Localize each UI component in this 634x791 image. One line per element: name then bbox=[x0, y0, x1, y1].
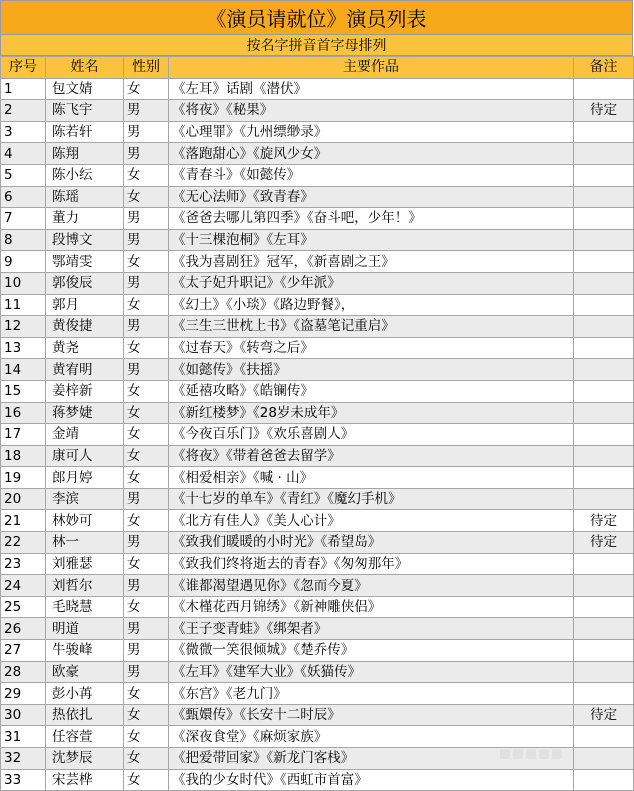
cell-works[interactable]: 《我为喜剧狂》冠军，《新喜剧之王》 bbox=[169, 251, 574, 273]
cell-index[interactable]: 19 bbox=[1, 467, 46, 489]
cell-name[interactable]: 彭小苒 bbox=[46, 683, 124, 705]
cell-note[interactable] bbox=[574, 208, 634, 230]
cell-works[interactable]: 《如懿传》《扶摇》 bbox=[169, 359, 574, 381]
table-row bbox=[1, 467, 634, 489]
table-row bbox=[1, 337, 634, 359]
table-row bbox=[1, 272, 634, 294]
header-gender[interactable]: 性别 bbox=[124, 57, 169, 79]
cell-index[interactable]: 14 bbox=[1, 359, 46, 381]
table-row bbox=[1, 769, 634, 791]
cell-works[interactable]: 《我的少女时代》《西虹市首富》 bbox=[169, 769, 574, 791]
cell-index[interactable]: 26 bbox=[1, 618, 46, 640]
cell-index[interactable]: 30 bbox=[1, 704, 46, 726]
cell-note[interactable] bbox=[574, 316, 634, 338]
cell-note[interactable] bbox=[574, 553, 634, 575]
table-row bbox=[1, 575, 634, 597]
cell-gender[interactable]: 男 bbox=[124, 661, 169, 683]
header-index[interactable]: 序号 bbox=[1, 57, 46, 79]
cell-index[interactable]: 29 bbox=[1, 683, 46, 705]
table-body bbox=[1, 78, 634, 791]
cell-gender[interactable]: 女 bbox=[124, 424, 169, 446]
table-row bbox=[1, 229, 634, 251]
cell-works[interactable]: 《谁都渴望遇见你》《忽而今夏》 bbox=[169, 575, 574, 597]
cell-note[interactable] bbox=[574, 467, 634, 489]
cell-note[interactable]: 待定 bbox=[574, 100, 634, 122]
cell-index[interactable]: 31 bbox=[1, 726, 46, 748]
cell-index[interactable]: 21 bbox=[1, 510, 46, 532]
table-row bbox=[1, 359, 634, 381]
table-row bbox=[1, 186, 634, 208]
cell-note[interactable] bbox=[574, 424, 634, 446]
cell-index[interactable]: 12 bbox=[1, 316, 46, 338]
cell-name[interactable]: 欧豪 bbox=[46, 661, 124, 683]
cell-name[interactable]: 蒋梦婕 bbox=[46, 402, 124, 424]
cell-name[interactable]: 毛晓慧 bbox=[46, 596, 124, 618]
cell-works[interactable]: 《将夜》《带着爸爸去留学》 bbox=[169, 445, 574, 467]
cell-works[interactable]: 《青春斗》《如懿传》 bbox=[169, 164, 574, 186]
cell-works[interactable]: 《十三棵泡桐》《左耳》 bbox=[169, 229, 574, 251]
cell-gender[interactable]: 男 bbox=[124, 532, 169, 554]
cell-gender[interactable]: 女 bbox=[124, 769, 169, 791]
cell-gender[interactable]: 女 bbox=[124, 294, 169, 316]
header-name[interactable]: 姓名 bbox=[46, 57, 124, 79]
cell-index[interactable]: 3 bbox=[1, 121, 46, 143]
cell-index[interactable]: 20 bbox=[1, 488, 46, 510]
cell-gender[interactable]: 女 bbox=[124, 683, 169, 705]
cell-note[interactable] bbox=[574, 596, 634, 618]
cell-name[interactable]: 林妙可 bbox=[46, 510, 124, 532]
cell-index[interactable]: 17 bbox=[1, 424, 46, 446]
cell-gender[interactable]: 女 bbox=[124, 380, 169, 402]
cell-gender[interactable]: 女 bbox=[124, 596, 169, 618]
cell-works[interactable]: 《将夜》《秘果》 bbox=[169, 100, 574, 122]
cell-works[interactable]: 《幻土》《小琰》《路边野餐》， bbox=[169, 294, 574, 316]
header-works[interactable]: 主要作品 bbox=[169, 57, 574, 79]
cell-note[interactable] bbox=[574, 488, 634, 510]
cell-gender[interactable]: 女 bbox=[124, 402, 169, 424]
cell-index[interactable]: 8 bbox=[1, 229, 46, 251]
cell-gender[interactable]: 女 bbox=[124, 164, 169, 186]
watermark-block-icon bbox=[539, 749, 549, 759]
cell-index[interactable]: 18 bbox=[1, 445, 46, 467]
cell-note[interactable] bbox=[574, 445, 634, 467]
cell-gender[interactable]: 女 bbox=[124, 553, 169, 575]
cell-works[interactable]: 《三生三世枕上书》《盗墓笔记重启》 bbox=[169, 316, 574, 338]
cell-note[interactable] bbox=[574, 121, 634, 143]
cell-name[interactable]: 陈若轩 bbox=[46, 121, 124, 143]
cell-note[interactable] bbox=[574, 618, 634, 640]
cell-note[interactable] bbox=[574, 769, 634, 791]
table-row bbox=[1, 445, 634, 467]
table-row bbox=[1, 100, 634, 122]
cell-note[interactable] bbox=[574, 402, 634, 424]
cell-name[interactable]: 刘哲尔 bbox=[46, 575, 124, 597]
cell-note[interactable] bbox=[574, 164, 634, 186]
cell-works[interactable]: 《深夜食堂》《麻烦家族》 bbox=[169, 726, 574, 748]
cell-note[interactable] bbox=[574, 575, 634, 597]
cell-index[interactable]: 9 bbox=[1, 251, 46, 273]
table-row bbox=[1, 121, 634, 143]
table-row bbox=[1, 640, 634, 662]
cell-gender[interactable]: 男 bbox=[124, 618, 169, 640]
cell-name[interactable]: 郭月 bbox=[46, 294, 124, 316]
cell-index[interactable]: 1 bbox=[1, 78, 46, 100]
cell-note[interactable] bbox=[574, 380, 634, 402]
cell-gender[interactable]: 女 bbox=[124, 726, 169, 748]
cell-gender[interactable]: 男 bbox=[124, 359, 169, 381]
cell-index[interactable]: 2 bbox=[1, 100, 46, 122]
cell-gender[interactable]: 男 bbox=[124, 272, 169, 294]
table-row bbox=[1, 380, 634, 402]
cell-gender[interactable]: 女 bbox=[124, 510, 169, 532]
table-row bbox=[1, 488, 634, 510]
cell-name[interactable]: 黄尧 bbox=[46, 337, 124, 359]
cell-note[interactable] bbox=[574, 294, 634, 316]
cell-note[interactable] bbox=[574, 683, 634, 705]
cell-name[interactable]: 黄俊捷 bbox=[46, 316, 124, 338]
cell-gender[interactable]: 女 bbox=[124, 445, 169, 467]
cell-works[interactable]: 《左耳》话剧《潜伏》 bbox=[169, 78, 574, 100]
cell-gender[interactable]: 女 bbox=[124, 251, 169, 273]
cell-note[interactable] bbox=[574, 359, 634, 381]
cell-works[interactable]: 《致我们终将逝去的青春》《匆匆那年》 bbox=[169, 553, 574, 575]
cell-name[interactable]: 郎月婷 bbox=[46, 467, 124, 489]
table-row bbox=[1, 683, 634, 705]
cell-gender[interactable]: 男 bbox=[124, 100, 169, 122]
cell-works[interactable]: 《太子妃升职记》《少年派》 bbox=[169, 272, 574, 294]
cell-name[interactable]: 牛骏峰 bbox=[46, 640, 124, 662]
cell-note[interactable] bbox=[574, 640, 634, 662]
header-row bbox=[1, 57, 634, 79]
cell-name[interactable]: 姜梓新 bbox=[46, 380, 124, 402]
cell-note[interactable] bbox=[574, 186, 634, 208]
table-row bbox=[1, 596, 634, 618]
cell-index[interactable]: 13 bbox=[1, 337, 46, 359]
cell-gender[interactable]: 男 bbox=[124, 208, 169, 230]
cell-note[interactable] bbox=[574, 272, 634, 294]
cell-works[interactable]: 《致我们暖暖的小时光》《希望岛》 bbox=[169, 532, 574, 554]
actor-table bbox=[0, 56, 634, 791]
table-row bbox=[1, 532, 634, 554]
cell-gender[interactable]: 男 bbox=[124, 488, 169, 510]
cell-index[interactable]: 6 bbox=[1, 186, 46, 208]
cell-name[interactable]: 沈梦辰 bbox=[46, 748, 124, 770]
table-row bbox=[1, 143, 634, 165]
watermark-block-icon bbox=[500, 749, 510, 759]
cell-name[interactable]: 刘雅瑟 bbox=[46, 553, 124, 575]
cell-works[interactable]: 《落跑甜心》《旋风少女》 bbox=[169, 143, 574, 165]
cell-name[interactable]: 鄂靖雯 bbox=[46, 251, 124, 273]
cell-name[interactable]: 康可人 bbox=[46, 445, 124, 467]
table-row bbox=[1, 78, 634, 100]
cell-name[interactable]: 陈翔 bbox=[46, 143, 124, 165]
cell-index[interactable]: 33 bbox=[1, 769, 46, 791]
cell-index[interactable]: 4 bbox=[1, 143, 46, 165]
cell-works[interactable]: 《延禧攻略》《皓镧传》 bbox=[169, 380, 574, 402]
cell-gender[interactable]: 女 bbox=[124, 748, 169, 770]
cell-note[interactable]: 待定 bbox=[574, 532, 634, 554]
cell-works[interactable]: 《无心法师》《致青春》 bbox=[169, 186, 574, 208]
table-row bbox=[1, 164, 634, 186]
cell-index[interactable]: 32 bbox=[1, 748, 46, 770]
cell-works[interactable]: 《木槿花西月锦绣》《新神雕侠侣》 bbox=[169, 596, 574, 618]
sheet-subtitle: 按名字拼音首字母排列 bbox=[0, 35, 633, 56]
table-row bbox=[1, 704, 634, 726]
watermark-block-icon bbox=[526, 749, 536, 759]
cell-works[interactable]: 《相爱相亲》《喊 · 山》 bbox=[169, 467, 574, 489]
cell-index[interactable]: 23 bbox=[1, 553, 46, 575]
cell-index[interactable]: 27 bbox=[1, 640, 46, 662]
cell-gender[interactable]: 男 bbox=[124, 316, 169, 338]
cell-name[interactable]: 任容萱 bbox=[46, 726, 124, 748]
cell-gender[interactable]: 女 bbox=[124, 704, 169, 726]
cell-gender[interactable]: 女 bbox=[124, 337, 169, 359]
cell-note[interactable] bbox=[574, 661, 634, 683]
cell-name[interactable]: 段博文 bbox=[46, 229, 124, 251]
table-row bbox=[1, 251, 634, 273]
cell-index[interactable]: 11 bbox=[1, 294, 46, 316]
cell-name[interactable]: 陈飞宇 bbox=[46, 100, 124, 122]
cell-works[interactable]: 《东宫》《老九门》 bbox=[169, 683, 574, 705]
table-row bbox=[1, 208, 634, 230]
cell-gender[interactable]: 男 bbox=[124, 575, 169, 597]
watermark-block-icon bbox=[513, 749, 523, 759]
cell-index[interactable]: 16 bbox=[1, 402, 46, 424]
cell-index[interactable]: 22 bbox=[1, 532, 46, 554]
cell-name[interactable]: 金靖 bbox=[46, 424, 124, 446]
cell-works[interactable]: 《甄嬛传》《长安十二时辰》 bbox=[169, 704, 574, 726]
cell-note[interactable] bbox=[574, 143, 634, 165]
cell-note[interactable] bbox=[574, 78, 634, 100]
cell-name[interactable]: 郭俊辰 bbox=[46, 272, 124, 294]
cell-index[interactable]: 10 bbox=[1, 272, 46, 294]
watermark-block-icon bbox=[552, 749, 562, 759]
table-row bbox=[1, 402, 634, 424]
cell-gender[interactable]: 女 bbox=[124, 186, 169, 208]
cell-index[interactable]: 7 bbox=[1, 208, 46, 230]
cell-index[interactable]: 28 bbox=[1, 661, 46, 683]
table-row bbox=[1, 316, 634, 338]
cell-works[interactable]: 《今夜百乐门》《欢乐喜剧人》 bbox=[169, 424, 574, 446]
cell-works[interactable]: 《过春天》《转弯之后》 bbox=[169, 337, 574, 359]
cell-name[interactable]: 陈小纭 bbox=[46, 164, 124, 186]
cell-index[interactable]: 15 bbox=[1, 380, 46, 402]
cell-index[interactable]: 5 bbox=[1, 164, 46, 186]
cell-name[interactable]: 陈瑶 bbox=[46, 186, 124, 208]
table-row bbox=[1, 294, 634, 316]
cell-works[interactable]: 《爸爸去哪儿第四季》《奋斗吧，少年！》 bbox=[169, 208, 574, 230]
cell-works[interactable]: 《微微一笑很倾城》《楚乔传》 bbox=[169, 640, 574, 662]
table-row bbox=[1, 661, 634, 683]
cell-works[interactable]: 《把爱带回家》《新龙门客栈》 bbox=[169, 748, 574, 770]
cell-name[interactable]: 宋芸桦 bbox=[46, 769, 124, 791]
cell-gender[interactable]: 男 bbox=[124, 121, 169, 143]
cell-name[interactable]: 黄宥明 bbox=[46, 359, 124, 381]
cell-name[interactable]: 明道 bbox=[46, 618, 124, 640]
header-note[interactable]: 备注 bbox=[574, 57, 634, 79]
cell-works[interactable]: 《十七岁的单车》《青红》《魔幻手机》 bbox=[169, 488, 574, 510]
cell-name[interactable]: 董力 bbox=[46, 208, 124, 230]
table-row bbox=[1, 510, 634, 532]
cell-name[interactable]: 李滨 bbox=[46, 488, 124, 510]
cell-gender[interactable]: 女 bbox=[124, 467, 169, 489]
cell-name[interactable]: 林一 bbox=[46, 532, 124, 554]
cell-index[interactable]: 25 bbox=[1, 596, 46, 618]
cell-note[interactable] bbox=[574, 337, 634, 359]
cell-gender[interactable]: 男 bbox=[124, 229, 169, 251]
cell-gender[interactable]: 女 bbox=[124, 78, 169, 100]
cell-note[interactable]: 待定 bbox=[574, 704, 634, 726]
cell-works[interactable]: 《北方有佳人》《美人心计》 bbox=[169, 510, 574, 532]
cell-note[interactable]: 待定 bbox=[574, 510, 634, 532]
cell-name[interactable]: 热依扎 bbox=[46, 704, 124, 726]
cell-works[interactable]: 《左耳》《建军大业》《妖猫传》 bbox=[169, 661, 574, 683]
cell-index[interactable]: 24 bbox=[1, 575, 46, 597]
cell-gender[interactable]: 男 bbox=[124, 143, 169, 165]
cell-note[interactable] bbox=[574, 229, 634, 251]
watermark-logo bbox=[500, 744, 590, 764]
table-row bbox=[1, 553, 634, 575]
cell-works[interactable]: 《心理罪》《九州缥缈录》 bbox=[169, 121, 574, 143]
cell-name[interactable]: 包文婧 bbox=[46, 78, 124, 100]
table-row bbox=[1, 424, 634, 446]
cell-works[interactable]: 《新红楼梦》《28岁未成年》 bbox=[169, 402, 574, 424]
cell-works[interactable]: 《王子变青蛙》《绑架者》 bbox=[169, 618, 574, 640]
cell-note[interactable] bbox=[574, 251, 634, 273]
sheet-title: 《演员请就位》演员列表 bbox=[0, 0, 633, 35]
cell-gender[interactable]: 男 bbox=[124, 640, 169, 662]
table-row bbox=[1, 618, 634, 640]
